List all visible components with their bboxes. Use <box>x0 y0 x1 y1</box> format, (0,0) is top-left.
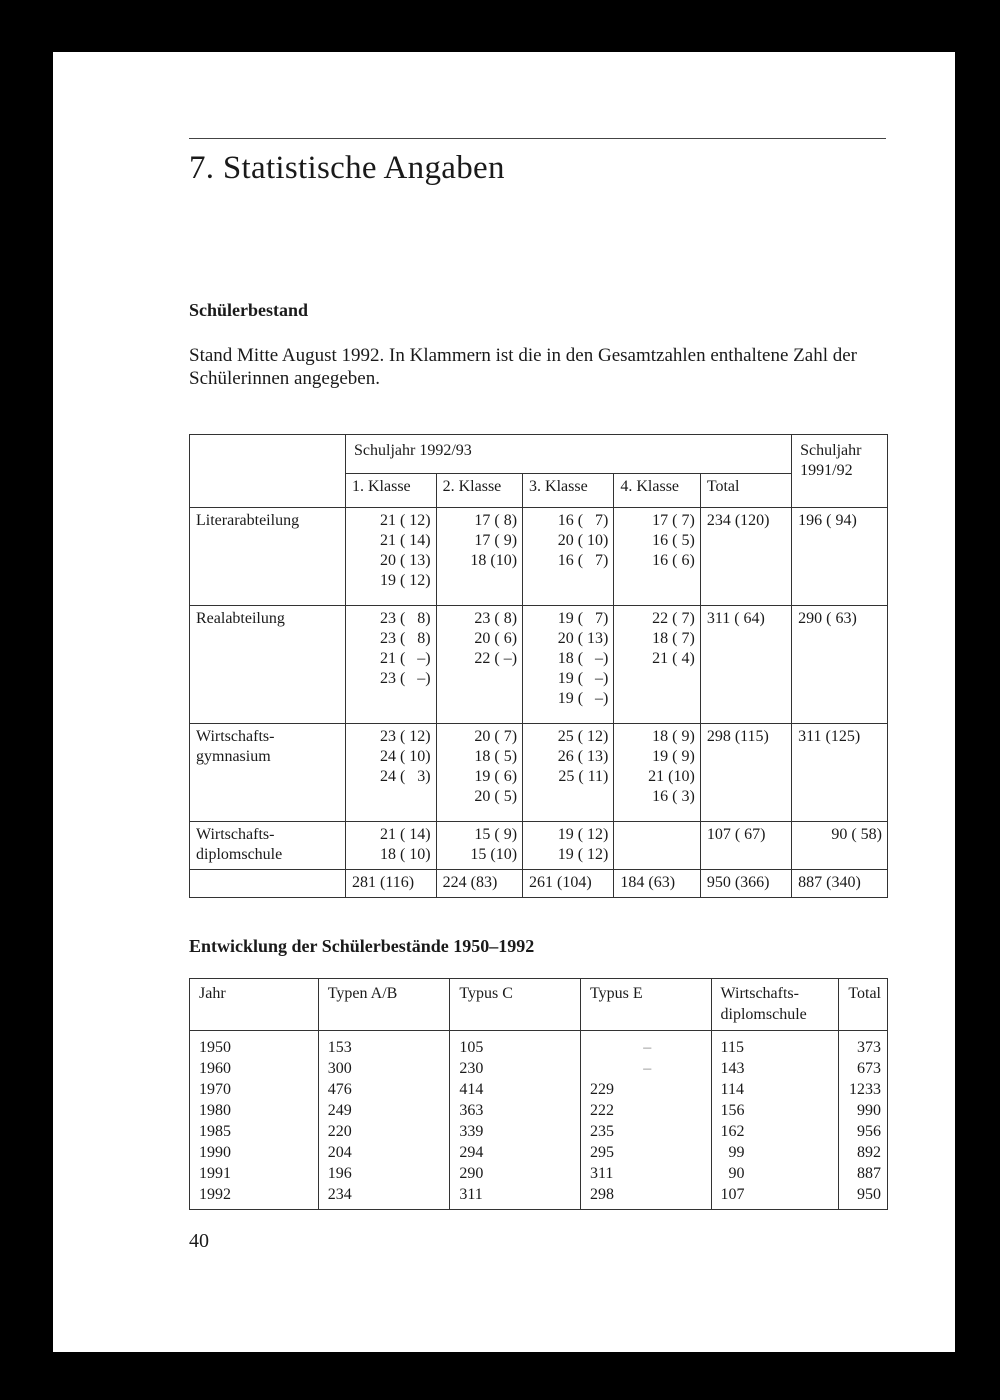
table-cell: 143 <box>711 1058 839 1079</box>
row-label: Realabteilung <box>190 606 346 724</box>
totals-cell: 184 (63) <box>614 870 700 898</box>
class-cell: 19 ( 12) 19 ( 12) <box>523 822 614 870</box>
class-cell: 23 ( 8) 23 ( 8) 21 ( –) 23 ( –) <box>346 606 437 724</box>
class-cell: 22 ( 7) 18 ( 7) 21 ( 4) <box>614 606 700 724</box>
table-cell: 295 <box>580 1142 711 1163</box>
table-cell: 115 <box>711 1031 839 1059</box>
table-cell: 220 <box>318 1121 450 1142</box>
table-cell: 950 <box>839 1184 888 1210</box>
total-cell: 298 (115) <box>700 724 791 822</box>
total-cell: 107 ( 67) <box>700 822 791 870</box>
table-header-row <box>190 435 888 474</box>
header-schuljahr-1992-93: Schuljahr 1992/93 <box>346 435 792 474</box>
column-header: Total <box>839 979 888 1031</box>
table-cell: 114 <box>711 1079 839 1100</box>
table-cell: 1960 <box>190 1058 319 1079</box>
totals-row <box>190 870 888 898</box>
total-cell: 234 (120) <box>700 508 791 606</box>
table-cell: 1970 <box>190 1079 319 1100</box>
table-cell: 956 <box>839 1121 888 1142</box>
class-cell: 23 ( 8) 20 ( 6) 22 ( –) <box>436 606 522 724</box>
table-cell: 196 <box>318 1163 450 1184</box>
table-cell: 414 <box>450 1079 581 1100</box>
class-cell: 20 ( 7) 18 ( 5) 19 ( 6) 20 ( 5) <box>436 724 522 822</box>
table-row <box>190 1100 888 1121</box>
table-cell: 1991 <box>190 1163 319 1184</box>
table-cell: 300 <box>318 1058 450 1079</box>
table-cell: 249 <box>318 1100 450 1121</box>
column-header: Jahr <box>190 979 319 1031</box>
class-cell: 21 ( 14) 18 ( 10) <box>346 822 437 870</box>
prev-year-cell: 196 ( 94) <box>792 508 888 606</box>
prev-year-cell: 311 (125) <box>792 724 888 822</box>
table-cell: 1980 <box>190 1100 319 1121</box>
totals-label <box>190 870 346 898</box>
class-cell: 18 ( 9) 19 ( 9) 21 (10) 16 ( 3) <box>614 724 700 822</box>
table-cell: 298 <box>580 1184 711 1210</box>
totals-cell: 261 (104) <box>523 870 614 898</box>
table-cell: 99 <box>711 1142 839 1163</box>
table-cell: 222 <box>580 1100 711 1121</box>
row-label: Literarabteilung <box>190 508 346 606</box>
table-cell: 290 <box>450 1163 581 1184</box>
enrollment-table <box>189 434 888 898</box>
total-cell: 311 ( 64) <box>700 606 791 724</box>
column-header: Wirtschafts- diplomschule <box>711 979 839 1031</box>
page-number: 40 <box>189 1230 209 1252</box>
header-rule <box>189 138 886 139</box>
table-cell: 373 <box>839 1031 888 1059</box>
table-cell: 229 <box>580 1079 711 1100</box>
class-cell: 17 ( 8) 17 ( 9) 18 (10) <box>436 508 522 606</box>
chapter-title: 7. Statistische Angaben <box>189 150 505 186</box>
table-cell: 234 <box>318 1184 450 1210</box>
table-cell: 1992 <box>190 1184 319 1210</box>
totals-total-cell: 950 (366) <box>700 870 791 898</box>
table-cell: 363 <box>450 1100 581 1121</box>
class-cell: 19 ( 7) 20 ( 13) 18 ( –) 19 ( –) 19 ( –) <box>523 606 614 724</box>
table-cell: 230 <box>450 1058 581 1079</box>
table-row <box>190 508 888 606</box>
table-cell: – <box>580 1058 711 1079</box>
table-cell: 107 <box>711 1184 839 1210</box>
totals-cell: 224 (83) <box>436 870 522 898</box>
header-corner-cell <box>190 435 346 508</box>
table-cell: 1233 <box>839 1079 888 1100</box>
totals-cell: 281 (116) <box>346 870 437 898</box>
column-header: Typus C <box>450 979 581 1031</box>
table-row <box>190 822 888 870</box>
table-cell: 1990 <box>190 1142 319 1163</box>
header-schuljahr-1991-92: Schuljahr 1991/92 <box>792 435 888 508</box>
table-cell: – <box>580 1031 711 1059</box>
totals-prev-cell: 887 (340) <box>792 870 888 898</box>
column-header: 1. Klasse <box>346 474 437 508</box>
class-cell: 16 ( 7) 20 ( 10) 16 ( 7) <box>523 508 614 606</box>
prev-year-cell: 90 ( 58) <box>792 822 888 870</box>
column-header: 2. Klasse <box>436 474 522 508</box>
table-row <box>190 1142 888 1163</box>
column-header: Typus E <box>580 979 711 1031</box>
table-row <box>190 1058 888 1079</box>
development-table <box>189 978 888 1210</box>
intro-paragraph: Stand Mitte August 1992. In Klammern ist die in den Gesamtzahlen enthaltene Zahl der Schülerinnen angegeben. <box>189 345 858 389</box>
table-row <box>190 1163 888 1184</box>
table-cell: 204 <box>318 1142 450 1163</box>
table-cell: 673 <box>839 1058 888 1079</box>
table-cell: 990 <box>839 1100 888 1121</box>
class-cell: 23 ( 12) 24 ( 10) 24 ( 3) <box>346 724 437 822</box>
table-row <box>190 1031 888 1059</box>
table-row <box>190 606 888 724</box>
table-cell: 162 <box>711 1121 839 1142</box>
table-cell: 156 <box>711 1100 839 1121</box>
prev-year-cell: 290 ( 63) <box>792 606 888 724</box>
table-cell: 476 <box>318 1079 450 1100</box>
column-header: Total <box>700 474 791 508</box>
document-page <box>53 52 955 1352</box>
table-cell: 90 <box>711 1163 839 1184</box>
section-heading-entwicklung: Entwicklung der Schülerbestände 1950–1992 <box>189 936 535 956</box>
row-label: Wirtschafts- diplomschule <box>190 822 346 870</box>
table-cell: 1985 <box>190 1121 319 1142</box>
table-cell: 887 <box>839 1163 888 1184</box>
table-header-row <box>190 979 888 1031</box>
table-row <box>190 1079 888 1100</box>
table-cell: 294 <box>450 1142 581 1163</box>
section-heading-schuelerbestand: Schülerbestand <box>189 300 309 320</box>
table-cell: 311 <box>450 1184 581 1210</box>
column-header: 3. Klasse <box>523 474 614 508</box>
class-cell: 15 ( 9) 15 (10) <box>436 822 522 870</box>
class-cell <box>614 822 700 870</box>
table-cell: 153 <box>318 1031 450 1059</box>
table-row <box>190 1121 888 1142</box>
table-cell: 1950 <box>190 1031 319 1059</box>
table-cell: 235 <box>580 1121 711 1142</box>
column-header: Typen A/B <box>318 979 450 1031</box>
column-header: 4. Klasse <box>614 474 700 508</box>
row-label: Wirtschafts- gymnasium <box>190 724 346 822</box>
table-cell: 339 <box>450 1121 581 1142</box>
table-cell: 105 <box>450 1031 581 1059</box>
class-cell: 25 ( 12) 26 ( 13) 25 ( 11) <box>523 724 614 822</box>
class-cell: 21 ( 12) 21 ( 14) 20 ( 13) 19 ( 12) <box>346 508 437 606</box>
table-row <box>190 724 888 822</box>
class-cell: 17 ( 7) 16 ( 5) 16 ( 6) <box>614 508 700 606</box>
table-cell: 892 <box>839 1142 888 1163</box>
table-row <box>190 1184 888 1210</box>
table-cell: 311 <box>580 1163 711 1184</box>
